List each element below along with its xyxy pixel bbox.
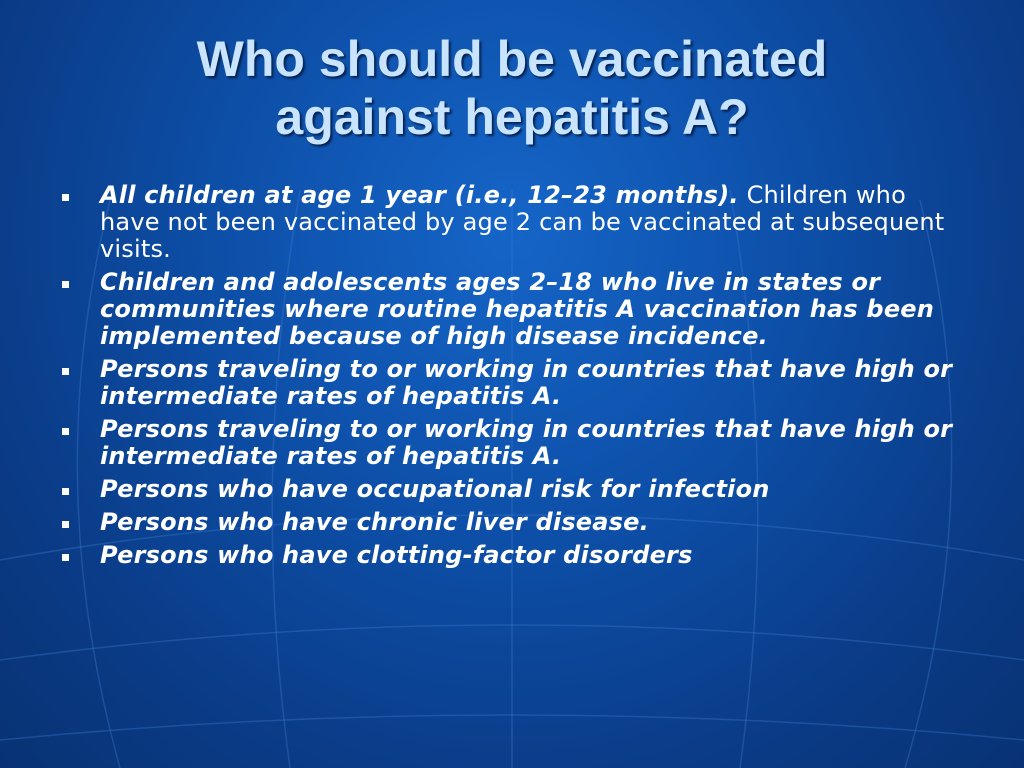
bullet-item-children-adolescents (62, 269, 972, 350)
square-bullet-icon (62, 488, 69, 495)
bullet-emphasis: Persons who have clotting-factor disorders (100, 541, 693, 569)
bullet-list (62, 182, 972, 575)
slide-title-line-2: against hepatitis A? (275, 89, 749, 145)
bullet-item-all-children (62, 182, 972, 263)
square-bullet-icon (62, 521, 69, 528)
bullet-item-travelers-2 (62, 416, 972, 470)
square-bullet-icon (62, 281, 69, 288)
bullet-emphasis: Persons who have occupational risk for infection (100, 475, 770, 503)
bullet-item-travelers-1 (62, 356, 972, 410)
square-bullet-icon (62, 368, 69, 375)
bullet-emphasis: Children and adolescents ages 2–18 who live in states or communities where routine hepatitis A vaccination has been implemented because of high disease incidence. (100, 268, 935, 350)
bullet-item-clotting-factor (62, 542, 972, 569)
bullet-normal-text: Children who have not been vaccinated by age 2 can be vaccinated at subsequent visits. (100, 181, 945, 263)
bullet-emphasis: Persons traveling to or working in countries that have high or intermediate rates of hepatitis A. (100, 415, 953, 470)
square-bullet-icon (62, 194, 69, 201)
bullet-emphasis: All children at age 1 year (i.e., 12–23 months). (100, 181, 739, 209)
bullet-emphasis: Persons who have chronic liver disease. (100, 508, 649, 536)
slide-title-line-1: Who should be vaccinated (196, 31, 828, 87)
square-bullet-icon (62, 428, 69, 435)
slide-title (0, 30, 1024, 146)
bullet-item-occupational-risk (62, 476, 972, 503)
bullet-emphasis: Persons traveling to or working in countries that have high or intermediate rates of hepatitis A. (100, 355, 953, 410)
bullet-item-chronic-liver-disease (62, 509, 972, 536)
square-bullet-icon (62, 554, 69, 561)
